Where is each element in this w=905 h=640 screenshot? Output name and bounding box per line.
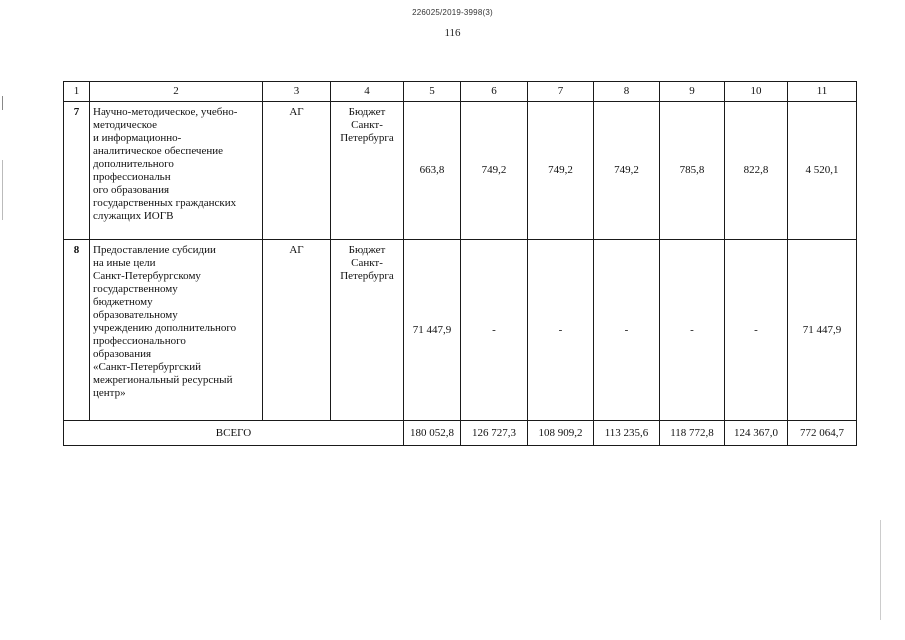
total-value: 108 909,2 (528, 421, 594, 446)
table-row (64, 102, 857, 240)
scan-margin-mark (2, 160, 3, 220)
scan-margin-mark (2, 96, 3, 110)
column-header: 7 (528, 82, 594, 102)
year-value: - (660, 240, 725, 421)
column-header: 8 (594, 82, 660, 102)
year-value: - (528, 240, 594, 421)
year-value: 785,8 (660, 102, 725, 240)
activity-name: Предоставление субсидии на иные цели Санкт-Петербургскому государственному бюджетному образовательному учреждению дополнительного профессионального образования «Санкт-Петербургский межрегиональный ресурсный центр» (90, 240, 263, 421)
column-header: 5 (404, 82, 461, 102)
total-value: 180 052,8 (404, 421, 461, 446)
column-number-header-row (64, 82, 857, 102)
column-header: 2 (90, 82, 263, 102)
column-header: 11 (788, 82, 857, 102)
grand-total-value: 772 064,7 (788, 421, 857, 446)
year-value: 71 447,9 (404, 240, 461, 421)
year-value: 822,8 (725, 102, 788, 240)
row-total-value: 4 520,1 (788, 102, 857, 240)
year-value: 749,2 (594, 102, 660, 240)
row-total-value: 71 447,9 (788, 240, 857, 421)
year-value: - (725, 240, 788, 421)
year-value: 749,2 (461, 102, 528, 240)
budget-table-container (63, 81, 857, 446)
total-row (64, 421, 857, 446)
executor: АГ (263, 240, 331, 421)
table-row (64, 240, 857, 421)
activity-name: Научно-методическое, учебно- методическое и информационно- аналитическое обеспечение дополнительного профессиональн ого образования государственных гражданских служащих ИОГВ (90, 102, 263, 240)
row-number: 7 (64, 102, 90, 240)
budget-table (63, 81, 857, 446)
total-value: 113 235,6 (594, 421, 660, 446)
column-header: 6 (461, 82, 528, 102)
column-header: 10 (725, 82, 788, 102)
row-number: 8 (64, 240, 90, 421)
year-value: - (461, 240, 528, 421)
total-value: 126 727,3 (461, 421, 528, 446)
year-value: 749,2 (528, 102, 594, 240)
column-header: 1 (64, 82, 90, 102)
total-label: ВСЕГО (64, 421, 404, 446)
funding-source: Бюджет Санкт- Петербурга (331, 240, 404, 421)
document-registration-number: 226025/2019-3998(3) (412, 8, 493, 17)
column-header: 9 (660, 82, 725, 102)
executor: АГ (263, 102, 331, 240)
scan-margin-mark (880, 520, 881, 620)
year-value: - (594, 240, 660, 421)
total-value: 118 772,8 (660, 421, 725, 446)
funding-source: Бюджет Санкт- Петербурга (331, 102, 404, 240)
column-header: 3 (263, 82, 331, 102)
total-value: 124 367,0 (725, 421, 788, 446)
year-value: 663,8 (404, 102, 461, 240)
page-number: 116 (444, 27, 461, 39)
column-header: 4 (331, 82, 404, 102)
